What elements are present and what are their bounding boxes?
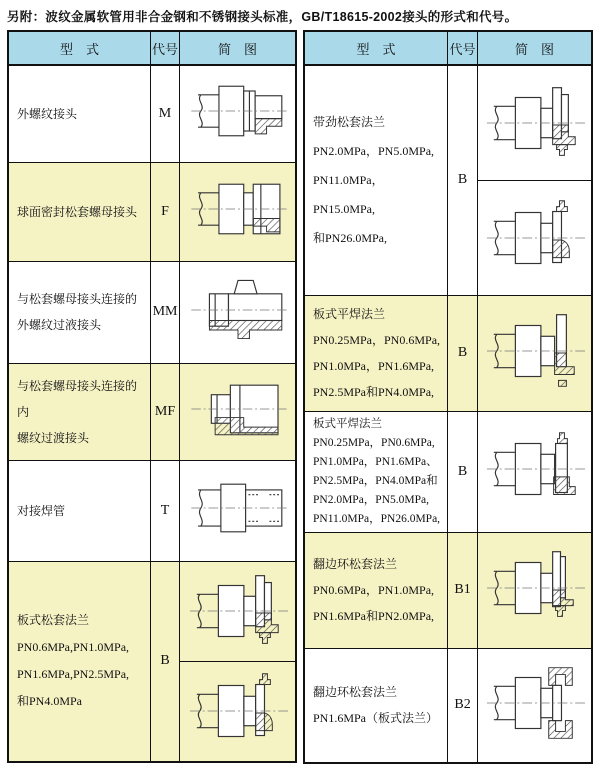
diagram-cell bbox=[478, 295, 592, 411]
diagram-subcell bbox=[180, 661, 295, 761]
header-type: 型 式 bbox=[304, 31, 447, 65]
diagram-cell bbox=[478, 648, 592, 763]
plate-weld-flange-diagram bbox=[484, 305, 586, 397]
type-line: 板式平焊法兰 bbox=[313, 307, 386, 321]
table-row bbox=[8, 460, 296, 561]
type-line: PN11.0MPa，PN26.0MPa, bbox=[313, 512, 441, 525]
code-cell: M bbox=[150, 65, 179, 162]
code-cell: B bbox=[447, 411, 477, 532]
type-line: PN1.6MPa,PN2.5MPa, bbox=[17, 667, 130, 681]
type-line: PN2.0MPa，PN5.0MPa, bbox=[313, 143, 435, 158]
left-table bbox=[7, 30, 297, 763]
type-line: 翻边环松套法兰 bbox=[313, 557, 398, 571]
type-cell bbox=[304, 295, 447, 411]
type-line: 外螺纹过液接头 bbox=[17, 318, 102, 332]
code-cell: B bbox=[150, 561, 179, 762]
diagram-cell bbox=[180, 363, 296, 460]
left-header-row bbox=[8, 31, 296, 65]
diagram-cell bbox=[180, 162, 296, 261]
type-line: 与松套螺母接头连接的内 bbox=[17, 378, 138, 419]
diagram-subcell bbox=[478, 66, 591, 180]
type-cell bbox=[8, 162, 150, 261]
type-cell bbox=[8, 460, 150, 561]
diagram-cell bbox=[478, 411, 592, 532]
header-code: 代号 bbox=[150, 31, 179, 65]
type-cell bbox=[8, 65, 150, 162]
flanged-ring-loose-flange-b2-diagram bbox=[484, 657, 586, 749]
code-cell: F bbox=[150, 162, 179, 261]
diagram-cell bbox=[478, 532, 592, 648]
type-line: PN0.6MPa,PN1.0MPa, bbox=[17, 640, 130, 654]
type-line: PN1.6MPa和PN2.0MPa, bbox=[313, 609, 435, 623]
flanged-ring-loose-flange-b1-diagram bbox=[484, 542, 586, 634]
type-cell bbox=[8, 561, 150, 762]
type-cell bbox=[304, 65, 447, 295]
type-line: 螺纹过渡接头 bbox=[17, 430, 90, 445]
type-cell bbox=[304, 532, 447, 648]
header-diagram: 简 图 bbox=[180, 31, 296, 65]
type-cell bbox=[304, 648, 447, 763]
type-line: PN1.0MPa，PN1.6MPa、 bbox=[313, 455, 438, 468]
type-line: PN11.0MPa，PN15.0MPa, bbox=[313, 172, 384, 216]
plate-weld-flange-2-diagram bbox=[484, 423, 586, 515]
spherical-seal-loose-nut-joint-diagram bbox=[187, 169, 289, 249]
code-cell: B2 bbox=[447, 648, 477, 763]
neck-loose-flange-a-diagram bbox=[484, 77, 586, 169]
type-line: PN0.6MPa，PN1.0MPa, bbox=[313, 583, 435, 597]
code-cell: B1 bbox=[447, 532, 477, 648]
male-female-adapter-joint-diagram bbox=[187, 369, 289, 449]
type-line: 带劲松套法兰 bbox=[313, 114, 386, 129]
type-line: PN2.0MPa，PN5.0MPa, bbox=[313, 493, 429, 506]
type-line: 和PN26.0MPa, bbox=[313, 230, 388, 245]
diagram-cell bbox=[180, 261, 296, 363]
diagram-cell-double bbox=[180, 561, 296, 762]
table-row bbox=[8, 261, 296, 363]
code-cell: T bbox=[150, 460, 179, 561]
male-thread-joint-diagram bbox=[187, 71, 289, 151]
tables-row bbox=[0, 30, 600, 764]
table-row bbox=[8, 65, 296, 162]
table-row bbox=[8, 162, 296, 261]
type-line: 板式平焊法兰 bbox=[313, 417, 382, 430]
type-cell bbox=[8, 261, 150, 363]
type-line: 翻边环松套法兰 bbox=[313, 685, 398, 700]
plate-loose-flange-b-diagram bbox=[187, 669, 289, 753]
page-title: 另附：波纹金属软管用非合金钢和不锈钢接头标准，GB/T18615-2002接头的形式和代号。 bbox=[7, 10, 518, 24]
diagram-subcell bbox=[478, 180, 591, 294]
type-line: PN0.25MPa，PN0.6MPa, bbox=[313, 333, 441, 347]
neck-loose-flange-b-diagram bbox=[484, 192, 586, 284]
diagram-cell bbox=[180, 65, 296, 162]
type-line: 外螺纹接头 bbox=[17, 106, 78, 121]
diagram-cell-double bbox=[478, 65, 592, 295]
code-cell: B bbox=[447, 295, 477, 411]
type-line: 与松套螺母接头连接的 bbox=[17, 292, 138, 306]
header-type: 型 式 bbox=[8, 31, 150, 65]
male-male-adapter-joint-diagram bbox=[187, 270, 289, 350]
diagram-cell bbox=[180, 460, 296, 561]
type-cell bbox=[304, 411, 447, 532]
type-line: PN2.5MPa，PN4.0MPa和 bbox=[313, 474, 438, 487]
table-row bbox=[8, 363, 296, 460]
diagram-subcell bbox=[180, 562, 295, 661]
code-cell: MF bbox=[150, 363, 179, 460]
type-line: PN0.25MPa，PN0.6MPa, bbox=[313, 436, 435, 449]
table-row bbox=[304, 648, 592, 763]
type-line: 对接焊管 bbox=[17, 503, 66, 518]
type-line: 和PN4.0MPa bbox=[17, 694, 83, 708]
type-line: PN1.0MPa，PN1.6MPa, bbox=[313, 359, 435, 373]
type-line: PN2.5MPa和PN4.0MPa, bbox=[313, 385, 435, 399]
table-row bbox=[304, 411, 592, 532]
table-row bbox=[304, 295, 592, 411]
type-line: PN1.6MPa（板式法兰） bbox=[313, 711, 439, 726]
table-row bbox=[304, 65, 592, 295]
right-header-row bbox=[304, 31, 592, 65]
table-row bbox=[304, 532, 592, 648]
code-cell: MM bbox=[150, 261, 179, 363]
header-code: 代号 bbox=[447, 31, 477, 65]
code-cell: B bbox=[447, 65, 477, 295]
table-row bbox=[8, 561, 296, 762]
right-table bbox=[303, 30, 593, 764]
header-diagram: 简 图 bbox=[478, 31, 592, 65]
plate-loose-flange-a-diagram bbox=[187, 569, 289, 653]
type-cell bbox=[8, 363, 150, 460]
butt-weld-pipe-diagram bbox=[187, 468, 289, 548]
type-line: 板式松套法兰 bbox=[17, 613, 90, 627]
type-line: 球面密封松套螺母接头 bbox=[17, 204, 138, 219]
